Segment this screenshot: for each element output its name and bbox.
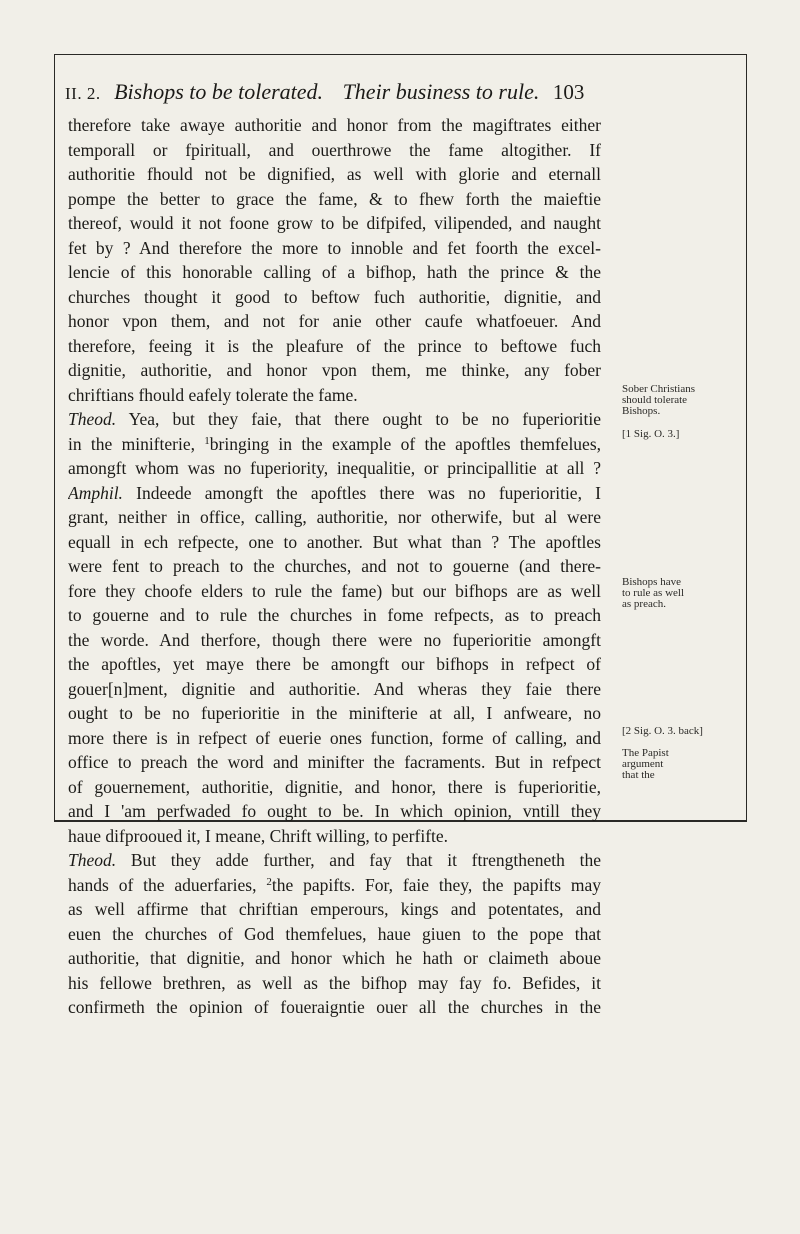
text-line: the apoftles, yet maye there be amongft our bifhops in refpect of xyxy=(68,654,601,674)
text-line: thereof, would it not foone grow to be difpifed, vilipended, and naught xyxy=(68,213,601,233)
body-text xyxy=(68,113,601,1020)
chapter-number: II. 2. xyxy=(65,84,101,103)
text-line: temporall or fpirituall, and ouerthrowe the fame altogither. If xyxy=(68,139,601,160)
text-line: gouer[n]ment, dignitie and authoritie. And wheras they faie there xyxy=(68,678,601,699)
text-line: of gouernement, authoritie, dignitie, and honor, there is fuperioritie, xyxy=(68,776,601,797)
running-header xyxy=(65,78,625,108)
text-line: authoritie, that dignitie, and honor which he hath or claimeth aboue xyxy=(68,948,601,968)
text-fragment: in the minifterie, xyxy=(68,433,195,454)
text-line: to gouerne and to rule the churches in fome refpects, as to preach xyxy=(68,605,601,625)
sidenote-line: Bishops. xyxy=(622,405,661,417)
text-line: churches thought it good to beftow fuch authoritie, dignitie, and xyxy=(68,286,601,307)
speaker-label: Amphil. xyxy=(68,482,123,503)
text-line xyxy=(68,407,601,432)
text-line: dignitie, authoritie, and honor vpon them, me thinke, any fober xyxy=(68,360,601,380)
text-line: were fent to preach to the churches, and not to gouerne (and there- xyxy=(68,556,601,576)
text-line: therefore, feeing it is the pleafure of the prince to beftowe fuch xyxy=(68,335,601,356)
footnote-marker: 2 xyxy=(266,875,272,888)
text-line: office to preach the word and minifter the facraments. But in refpect xyxy=(68,752,601,772)
footnote-marker: 1 xyxy=(204,434,210,447)
text-line: chriftians fhould eafely tolerate the fame. xyxy=(68,384,358,405)
text-line: ought to be no fuperioritie in the minifterie at all, I anfweare, no xyxy=(68,703,601,723)
sidenote-signature-2 xyxy=(622,726,747,737)
text-line: fet by ? And therefore the more to innoble and fet foorth the excel- xyxy=(68,237,601,258)
text-line: therefore take awaye authoritie and honor from the magiftrates either xyxy=(68,115,601,135)
page-frame-top xyxy=(54,54,747,55)
text-line: confirmeth the opinion of foueraigntie ouer all the churches in the xyxy=(68,997,601,1017)
sidenote-line: should tolerate xyxy=(622,394,688,406)
sidenote-line: The Papist xyxy=(622,747,669,759)
text-line: equall in ech refpecte, one to another. But what than ? The apoftles xyxy=(68,531,601,552)
text-line: the worde. And therfore, though there were no fuperioritie amongft xyxy=(68,629,601,650)
text-line: lencie of this honorable calling of a bifhop, hath the prince & the xyxy=(68,262,601,282)
text-line: and I 'am perfwaded fo ought to be. In which opinion, vntill they xyxy=(68,801,601,821)
header-title-left: Bishops to be tolerated. xyxy=(114,79,324,104)
text-line xyxy=(68,481,601,506)
text-fragment: Indeede amongft the apoftles there was no fuperioritie, I xyxy=(136,482,601,503)
text-line: as well affirme that chriftian emperours, kings and potentates, and xyxy=(68,899,601,919)
text-line: honor vpon them, and not for anie other caufe whatfoeuer. And xyxy=(68,311,601,331)
text-line: fore they choofe elders to rule the fame) but our bifhops are as well xyxy=(68,580,601,601)
sidenote-line: argument xyxy=(622,758,664,770)
sidenote-line: Bishops have xyxy=(622,576,681,588)
sidenote-signature-1 xyxy=(622,429,747,440)
text-fragment: the papifts. For, faie they, the papifts may xyxy=(271,874,601,895)
sidenote-line: [1 Sig. O. 3.] xyxy=(622,428,680,440)
speaker-label: Theod. xyxy=(68,409,117,429)
sidenote-papist-argument xyxy=(622,748,747,781)
text-line: euen the churches of God themfelues, haue giuen to the pope that xyxy=(68,923,601,944)
sidenote-bishops-rule xyxy=(622,577,747,610)
header-title-right: Their business to rule. xyxy=(342,79,540,104)
text-line: haue difprooued it, I meane, Chrift willing, to perfifte. xyxy=(68,825,449,846)
sidenote-line: to rule as well xyxy=(622,587,685,599)
text-line: grant, neither in office, calling, authoritie, nor otherwife, but al were xyxy=(68,507,601,527)
sidenote-sober-christians xyxy=(622,384,747,417)
text-line: his fellowe brethren, as well as the bifhop may fay fo. Befides, it xyxy=(68,972,601,993)
text-line: more there is in refpect of euerie ones function, forme of calling, and xyxy=(68,727,601,748)
text-fragment: Yea, but they faie, that there ought to be no fuperioritie xyxy=(128,409,601,429)
text-fragment: bringing in the example of the apoftles themfelues, xyxy=(209,433,601,454)
text-line xyxy=(68,432,601,457)
text-line xyxy=(68,848,601,873)
speaker-label: Theod. xyxy=(68,850,117,870)
sidenote-line: [2 Sig. O. 3. back] xyxy=(622,725,703,737)
sidenote-line: Sober Christians xyxy=(622,383,696,395)
page-frame-left xyxy=(54,54,55,821)
text-line: amongft whom was no fuperiority, inequalitie, or principallitie at all ? xyxy=(68,458,601,478)
text-fragment: hands of the aduerfaries, xyxy=(68,874,257,895)
text-line: pompe the better to grace the fame, & to fhew forth the maieftie xyxy=(68,188,601,209)
sidenote-line: that the xyxy=(622,769,655,781)
text-line xyxy=(68,873,601,898)
text-fragment: But they adde further, and fay that it ftrengtheneth the xyxy=(130,850,601,870)
text-line: authoritie fhould not be dignified, as well with glorie and eternall xyxy=(68,164,601,184)
page-number: 103 xyxy=(552,80,585,104)
sidenote-line: as preach. xyxy=(622,598,666,610)
